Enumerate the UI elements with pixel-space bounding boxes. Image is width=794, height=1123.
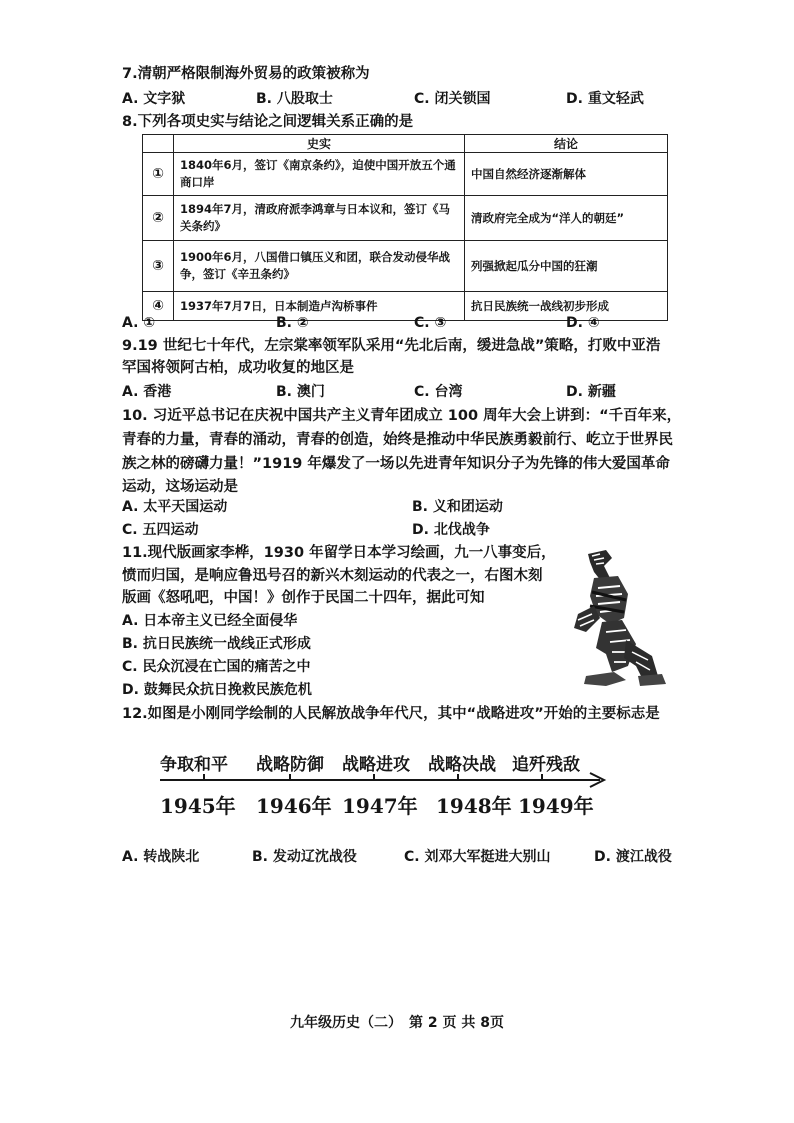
q11-stem-line-1: 11.现代版画家李桦，1930 年留学日本学习绘画，九一八事变后， [122,545,556,561]
row-conclusion: 列强掀起瓜分中国的狂潮 [465,241,668,292]
q9-option-d[interactable]: D. 新疆 [566,384,616,400]
row-number: ① [143,153,174,196]
q10-option-a[interactable]: A. 太平天国运动 [122,499,228,515]
q11-option-a[interactable]: A. 日本帝主义已经全面侵华 [122,613,298,629]
q8-option-a[interactable]: A. ① [122,315,156,331]
q9-stem-line-2: 罕国将领阿古柏，成功收复的地区是 [122,360,354,376]
page-footer: 九年级历史（二） 第 2 页 共 8页 [290,1015,504,1031]
row-fact: 1937年7月7日，日本制造卢沟桥事件 [174,292,465,321]
timeline-year-3: 1947年 [342,794,418,818]
q11-stem-line-3: 版画《怒吼吧，中国！》创作于民国二十四年，据此可知 [122,590,485,606]
q11-option-b[interactable]: B. 抗日民族统一战线正式形成 [122,636,311,652]
q12-option-c[interactable]: C. 刘邓大军挺进大别山 [404,849,551,865]
table-header-fact: 史实 [174,135,465,153]
table-row [143,241,668,292]
q7-option-a[interactable]: A. 文字狱 [122,91,186,107]
q8-option-c[interactable]: C. ③ [414,315,447,331]
q8-option-d[interactable]: D. ④ [566,315,600,331]
row-number: ③ [143,241,174,292]
q10-stem-line-2: 青春的力量，青春的涌动，青春的创造，始终是推动中华民族勇毅前行、屹立于世界民 [122,432,673,448]
q9-stem-line-1: 9.19 世纪七十年代，左宗棠率领军队采用“先北后南，缓进急战”策略，打败中亚浩 [122,338,661,354]
q10-stem-line-3: 族之林的磅礴力量！”1919 年爆发了一场以先进青年知识分子为先锋的伟大爱国革命 [122,456,670,472]
q10-option-b[interactable]: B. 义和团运动 [412,499,503,515]
table-header-conclusion: 结论 [465,135,668,153]
row-fact: 1900年6月，八国借口镇压义和团，联合发动侵华战争，签订《辛丑条约》 [174,241,465,292]
q8-option-b[interactable]: B. ② [276,315,309,331]
q10-stem-line-1: 10. 习近平总书记在庆祝中国共产主义青年团成立 100 周年大会上讲到：“千百年来， [122,408,682,424]
q11-option-c[interactable]: C. 民众沉浸在亡国的痛苦之中 [122,659,311,675]
q9-option-a[interactable]: A. 香港 [122,384,172,400]
q12-option-d[interactable]: D. 渡江战役 [594,849,672,865]
row-conclusion: 清政府完全成为“洋人的朝廷” [465,196,668,241]
timeline-year-4: 1948年 [436,794,512,818]
timeline-label-2: 战略防御 [256,755,324,775]
q9-option-b[interactable]: B. 澳门 [276,384,325,400]
timeline-year-1: 1945年 [160,794,236,818]
row-number: ② [143,196,174,241]
q10-option-d[interactable]: D. 北伐战争 [412,522,490,538]
q7-stem: 7.清朝严格限制海外贸易的政策被称为 [122,66,370,82]
timeline-label-4: 战略决战 [428,755,496,775]
q11-stem-line-2: 愤而归国，是响应鲁迅号召的新兴木刻运动的代表之一，右图木刻 [122,568,543,584]
row-conclusion: 中国自然经济逐渐解体 [465,153,668,196]
timeline-chart [160,740,610,830]
q12-option-b[interactable]: B. 发动辽沈战役 [252,849,357,865]
timeline-label-5: 追歼残敌 [512,755,580,775]
row-conclusion: 抗日民族统一战线初步形成 [465,292,668,321]
woodcut-roar-china-image [566,548,670,688]
q10-stem-line-4: 运动，这场运动是 [122,479,238,495]
table-row [143,196,668,241]
q9-option-c[interactable]: C. 台湾 [414,384,463,400]
q7-option-c[interactable]: C. 闭关锁国 [414,91,491,107]
row-number: ④ [143,292,174,321]
row-fact: 1894年7月，清政府派李鸿章与日本议和，签订《马关条约》 [174,196,465,241]
timeline-year-2: 1946年 [256,794,332,818]
row-fact: 1840年6月，签订《南京条约》，迫使中国开放五个通商口岸 [174,153,465,196]
q7-option-d[interactable]: D. 重文轻武 [566,91,644,107]
q8-stem: 8.下列各项史实与结论之间逻辑关系正确的是 [122,114,414,130]
q11-option-d[interactable]: D. 鼓舞民众抗日挽救民族危机 [122,682,312,698]
q10-option-c[interactable]: C. 五四运动 [122,522,199,538]
table-header-num [143,135,174,153]
timeline-year-5: 1949年 [518,794,594,818]
timeline-label-1: 争取和平 [160,755,228,775]
table-row [143,153,668,196]
q12-stem: 12.如图是小刚同学绘制的人民解放战争年代尺，其中“战略进攻”开始的主要标志是 [122,706,660,722]
q12-option-a[interactable]: A. 转战陕北 [122,849,200,865]
q7-option-b[interactable]: B. 八股取士 [256,91,333,107]
q8-facts-table [142,134,668,321]
timeline-label-3: 战略进攻 [342,755,410,775]
